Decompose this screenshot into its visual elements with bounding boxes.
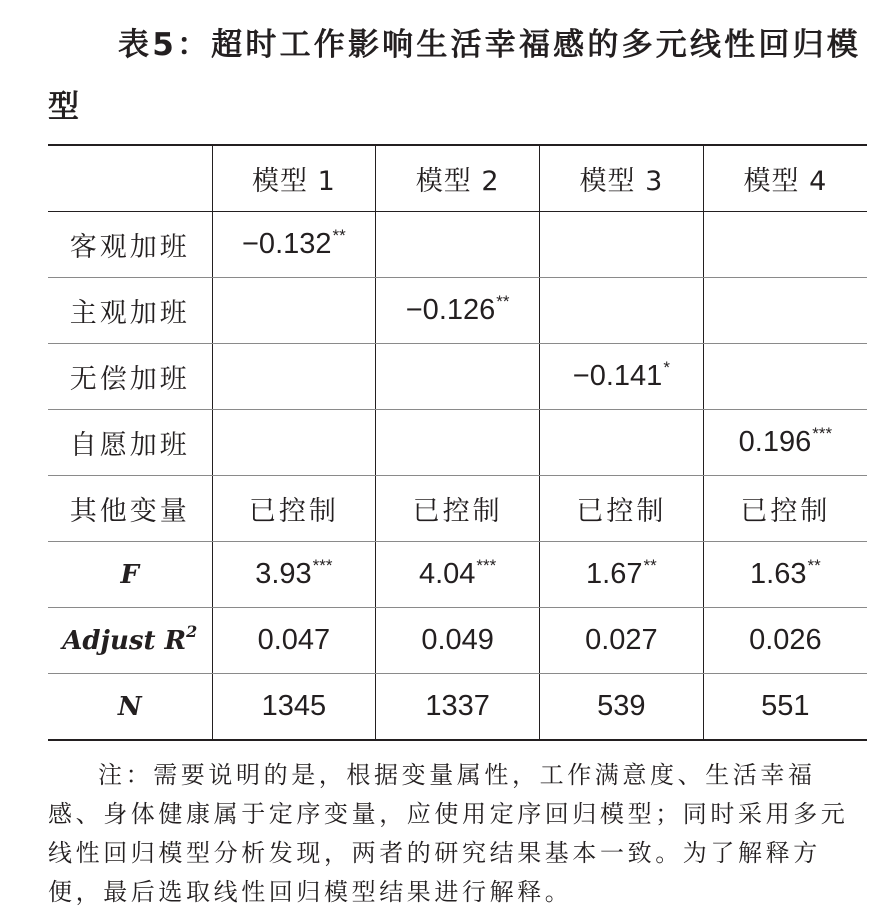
row-label: 无偿加班	[48, 344, 212, 410]
row-label: Adjust $R^2$	[48, 608, 212, 674]
header-model-1: 模型 1	[212, 145, 376, 212]
header-corner	[48, 145, 212, 212]
cell-empty	[212, 344, 376, 410]
header-model-4: 模型 4	[703, 145, 867, 212]
cell-empty	[212, 410, 376, 476]
cell-empty	[703, 344, 867, 410]
cell-coefficient: −0.141*	[540, 344, 704, 410]
header-row	[48, 145, 867, 212]
significance-mark: **	[807, 556, 821, 575]
cell-controlled: 已控制	[212, 476, 376, 542]
row-label: N	[48, 674, 212, 741]
row-f-statistic	[48, 542, 867, 608]
cell-coefficient: −0.126**	[376, 278, 540, 344]
cell-f-value: 1.67**	[540, 542, 704, 608]
cell-r2-value: 0.049	[376, 608, 540, 674]
significance-mark: ***	[476, 556, 497, 575]
cell-controlled: 已控制	[703, 476, 867, 542]
cell-f-value: 1.63**	[703, 542, 867, 608]
cell-n-value: 1337	[376, 674, 540, 741]
cell-empty	[376, 344, 540, 410]
table-note: 注：需要说明的是，根据变量属性，工作满意度、生活幸福感、身体健康属于定序变量，应使用定序回归模型；同时采用多元线性回归模型分析发现，两者的研究结果基本一致。为了解释方便，最后选取线性回归模型结果进行解释。	[48, 761, 849, 906]
cell-empty	[540, 212, 704, 278]
row-label: 自愿加班	[48, 410, 212, 476]
cell-empty	[703, 212, 867, 278]
significance-mark: ***	[312, 556, 333, 575]
cell-f-value: 3.93***	[212, 542, 376, 608]
row-sample-size	[48, 674, 867, 741]
row-adjusted-r-squared	[48, 608, 867, 674]
cell-controlled: 已控制	[540, 476, 704, 542]
cell-n-value: 551	[703, 674, 867, 741]
cell-n-value: 539	[540, 674, 704, 741]
row-label: 主观加班	[48, 278, 212, 344]
row-objective-overtime	[48, 212, 867, 278]
significance-mark: *	[663, 358, 670, 377]
cell-r2-value: 0.047	[212, 608, 376, 674]
cell-empty	[703, 278, 867, 344]
cell-empty	[376, 212, 540, 278]
cell-controlled: 已控制	[376, 476, 540, 542]
row-other-variables	[48, 476, 867, 542]
row-label: 客观加班	[48, 212, 212, 278]
cell-empty	[540, 278, 704, 344]
significance-mark: **	[332, 226, 346, 245]
cell-r2-value: 0.027	[540, 608, 704, 674]
cell-n-value: 1345	[212, 674, 376, 741]
significance-mark: **	[643, 556, 657, 575]
row-unpaid-overtime	[48, 344, 867, 410]
cell-f-value: 4.04***	[376, 542, 540, 608]
superscript-two: 2	[186, 621, 198, 641]
cell-coefficient: 0.196***	[703, 410, 867, 476]
row-label: 其他变量	[48, 476, 212, 542]
significance-mark: **	[496, 292, 510, 311]
cell-empty	[212, 278, 376, 344]
cell-empty	[540, 410, 704, 476]
cell-empty	[376, 410, 540, 476]
significance-mark: ***	[812, 424, 833, 443]
header-model-2: 模型 2	[376, 145, 540, 212]
header-model-3: 模型 3	[540, 145, 704, 212]
regression-table	[48, 144, 867, 741]
cell-coefficient: −0.132**	[212, 212, 376, 278]
row-label: F	[48, 542, 212, 608]
cell-r2-value: 0.026	[703, 608, 867, 674]
row-voluntary-overtime	[48, 410, 867, 476]
row-subjective-overtime	[48, 278, 867, 344]
table-title: 表5：超时工作影响生活幸福感的多元线性回归模型	[48, 27, 861, 125]
